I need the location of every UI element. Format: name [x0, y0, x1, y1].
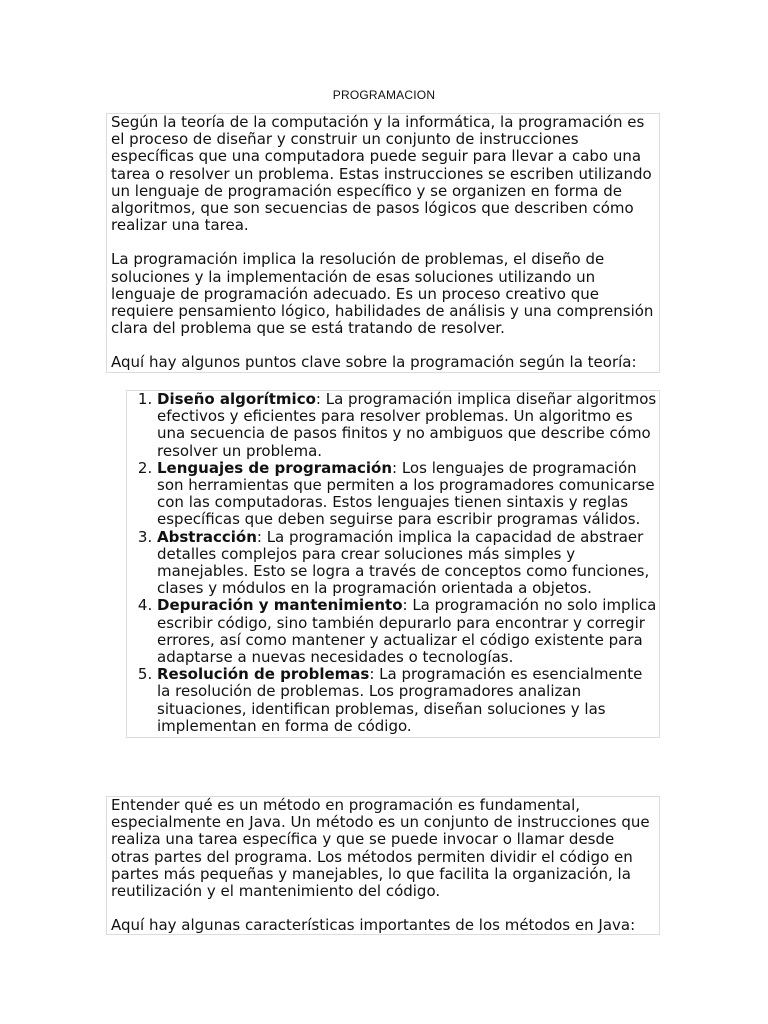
- methods-paragraph: Aquí hay algunas características importantes de los métodos en Java:: [111, 916, 636, 935]
- list-item-term: Diseño algorítmico: [157, 390, 316, 408]
- list-item-text: : La programación implica diseñar algoritmos efectivos y eficientes para resolver problemas. Un algoritmo es una secuencia de pasos finitos y no ambiguos que describe cómo resolver un problema.: [157, 390, 657, 460]
- list-item: [157, 529, 659, 598]
- methods-section: [106, 796, 660, 935]
- key-points-section: [126, 390, 660, 738]
- list-item-term: Resolución de problemas: [157, 665, 370, 684]
- list-item: [157, 666, 659, 735]
- list-item: [157, 597, 659, 666]
- methods-paragraph: Entender qué es un método en programación es fundamental, especialmente en Java. Un método es un conjunto de instrucciones que realiza una tarea específica y que se puede invocar o llamar desde otras partes del programa. Los métodos permiten dividir el código en partes más pequeñas y manejables, lo que facilita la organización, la reutilización y el mantenimiento del código.: [111, 796, 650, 901]
- list-item: [157, 460, 659, 529]
- intro-paragraph: Según la teoría de la computación y la informática, la programación es el proceso de diseñar y construir un conjunto de instrucciones específicas que una computadora puede seguir para llevar a cabo una tarea o resolver un problema. Estas instrucciones se escriben utilizando un lenguaje de programación específico y se organizen en forma de algoritmos, que son secuencias de pasos lógicos que describen cómo realizar una tarea.: [111, 113, 652, 235]
- list-item-text: : La programación implica la capacidad de abstraer detalles complejos para crear soluciones más simples y manejables. Esto se logra a través de conceptos como funciones, clases y módulos en la programación orientada a objetos.: [157, 527, 650, 598]
- list-item-term: Abstracción: [157, 527, 257, 546]
- list-item-term: Lenguajes de programación: [157, 458, 393, 477]
- key-points-list: [127, 391, 659, 735]
- intro-section: [106, 113, 660, 373]
- list-item-text: : La programación no solo implica escribir código, sino también depurarlo para encontrar y corregir errores, así como mantener y actualizar el código existente para adaptarse a nuevas necesidades o tecnologías.: [157, 596, 657, 667]
- list-item-term: Depuración y mantenimiento: [157, 596, 403, 615]
- intro-paragraph: La programación implica la resolución de problemas, el diseño de soluciones y la implementación de esas soluciones utilizando un lenguaje de programación adecuado. Es un proceso creativo que requiere pensamiento lógico, habilidades de análisis y una comprensión clara del problema que se está tratando de resolver.: [111, 250, 654, 338]
- intro-paragraph: Aquí hay algunos puntos clave sobre la programación según la teoría:: [111, 353, 637, 372]
- list-item: [157, 391, 659, 460]
- list-item-text: : Los lenguajes de programación son herramientas que permiten a los programadores comunicarse con las computadoras. Estos lenguajes tienen sintaxis y reglas específicas que deben seguirse para escribir programas válidos.: [157, 458, 655, 529]
- list-item-text: : La programación es esencialmente la resolución de problemas. Los programadores analizan situaciones, identifican problemas, diseñan soluciones y las implementan en forma de código.: [157, 665, 643, 735]
- document-title: PROGRAMACION: [332, 88, 436, 102]
